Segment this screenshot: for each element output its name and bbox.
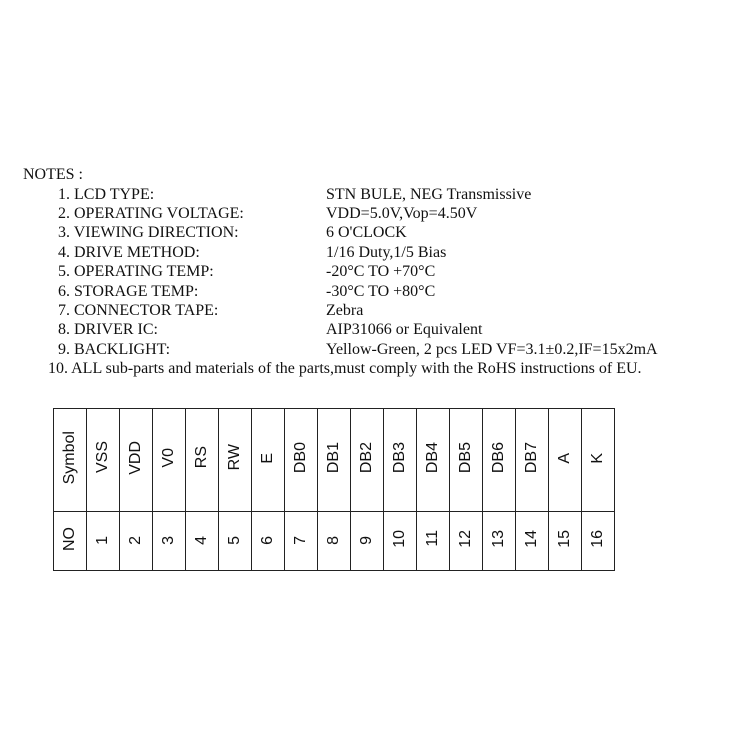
number-cell: [582, 512, 615, 571]
note-label: 8. DRIVER IC:: [58, 321, 158, 338]
no-header-cell: [54, 512, 87, 571]
symbol-cell: [219, 409, 252, 512]
note-value: VDD=5.0V,Vop=4.50V: [326, 205, 478, 222]
note-label: 4. DRIVE METHOD:: [58, 244, 200, 261]
note-value: AIP31066 or Equivalent: [326, 321, 483, 338]
pin-symbol: VDD: [127, 440, 144, 475]
note-label: 5. OPERATING TEMP:: [58, 263, 214, 280]
note-value: -20°C TO +70°C: [326, 263, 436, 280]
symbol-cell: [120, 409, 153, 512]
number-cell: [351, 512, 384, 571]
pin-symbol: DB3: [391, 441, 408, 474]
number-cell: [153, 512, 186, 571]
pin-symbol: A: [556, 453, 573, 464]
note-value: Zebra: [326, 302, 364, 319]
pin-number: 1: [94, 536, 111, 545]
pin-number: 14: [523, 529, 540, 548]
note-value: -30°C TO +80°C: [326, 283, 436, 300]
pin-symbol: E: [259, 453, 276, 464]
note-label: 6. STORAGE TEMP:: [58, 283, 199, 300]
number-cell: [450, 512, 483, 571]
pin-symbol: DB4: [424, 441, 441, 474]
pin-symbol: DB5: [457, 441, 474, 474]
note-value: 1/16 Duty,1/5 Bias: [326, 244, 447, 261]
number-cell: [252, 512, 285, 571]
pin-symbol: V0: [160, 447, 177, 468]
number-cell: [417, 512, 450, 571]
symbol-cell: [417, 409, 450, 512]
pin-number: 11: [424, 530, 441, 547]
number-cell: [483, 512, 516, 571]
pin-number: 13: [490, 529, 507, 548]
symbol-cell: [582, 409, 615, 512]
note-value: 6 O'CLOCK: [326, 224, 407, 241]
note-rohs-statement: 10. ALL sub-parts and materials of the parts,must comply with the RoHS instructions of EU.: [48, 360, 642, 377]
pin-symbol: RW: [226, 444, 243, 471]
no-header: NO: [61, 526, 78, 551]
number-cell: [87, 512, 120, 571]
number-cell: [318, 512, 351, 571]
number-row: [54, 512, 615, 571]
number-cell: [186, 512, 219, 571]
pin-number: 12: [457, 529, 474, 548]
pin-symbol: RS: [193, 446, 210, 469]
pin-assignment-table: [53, 408, 615, 571]
symbol-header-cell: [54, 409, 87, 512]
symbol-row: [54, 409, 615, 512]
pin-symbol: DB1: [325, 441, 342, 474]
pin-number: 10: [391, 529, 408, 548]
pin-number: 7: [292, 536, 309, 545]
number-cell: [219, 512, 252, 571]
pin-number: 4: [193, 536, 210, 545]
pin-symbol: K: [589, 453, 606, 464]
symbol-cell: [153, 409, 186, 512]
symbol-cell: [351, 409, 384, 512]
pin-symbol: DB6: [490, 441, 507, 474]
pin-symbol: DB2: [358, 441, 375, 474]
symbol-cell: [384, 409, 417, 512]
number-cell: [120, 512, 153, 571]
pin-number: 5: [226, 536, 243, 545]
symbol-cell: [516, 409, 549, 512]
symbol-cell: [186, 409, 219, 512]
symbol-header: Symbol: [61, 430, 78, 485]
note-label: 9. BACKLIGHT:: [58, 341, 171, 358]
pin-number: 2: [127, 536, 144, 545]
symbol-cell: [450, 409, 483, 512]
pin-symbol: DB7: [523, 441, 540, 474]
symbol-cell: [318, 409, 351, 512]
pin-number: 3: [160, 536, 177, 545]
pin-symbol: DB0: [292, 441, 309, 474]
note-label: 3. VIEWING DIRECTION:: [58, 224, 239, 241]
number-cell: [549, 512, 582, 571]
symbol-cell: [252, 409, 285, 512]
number-cell: [516, 512, 549, 571]
notes-title: NOTES :: [23, 166, 83, 183]
pin-symbol: VSS: [94, 441, 111, 474]
pin-number: 8: [325, 536, 342, 545]
pin-number: 6: [259, 536, 276, 545]
number-cell: [285, 512, 318, 571]
number-cell: [384, 512, 417, 571]
pin-number: 9: [358, 536, 375, 545]
note-label: 7. CONNECTOR TAPE:: [58, 302, 219, 319]
note-value: STN BULE, NEG Transmissive: [326, 186, 532, 203]
note-label: 2. OPERATING VOLTAGE:: [58, 205, 244, 222]
symbol-cell: [87, 409, 120, 512]
pin-number: 16: [589, 529, 606, 548]
symbol-cell: [483, 409, 516, 512]
symbol-cell: [285, 409, 318, 512]
symbol-cell: [549, 409, 582, 512]
pin-number: 15: [556, 529, 573, 548]
note-value: Yellow-Green, 2 pcs LED VF=3.1±0.2,IF=15x2mA: [326, 341, 658, 358]
note-label: 1. LCD TYPE:: [58, 186, 155, 203]
